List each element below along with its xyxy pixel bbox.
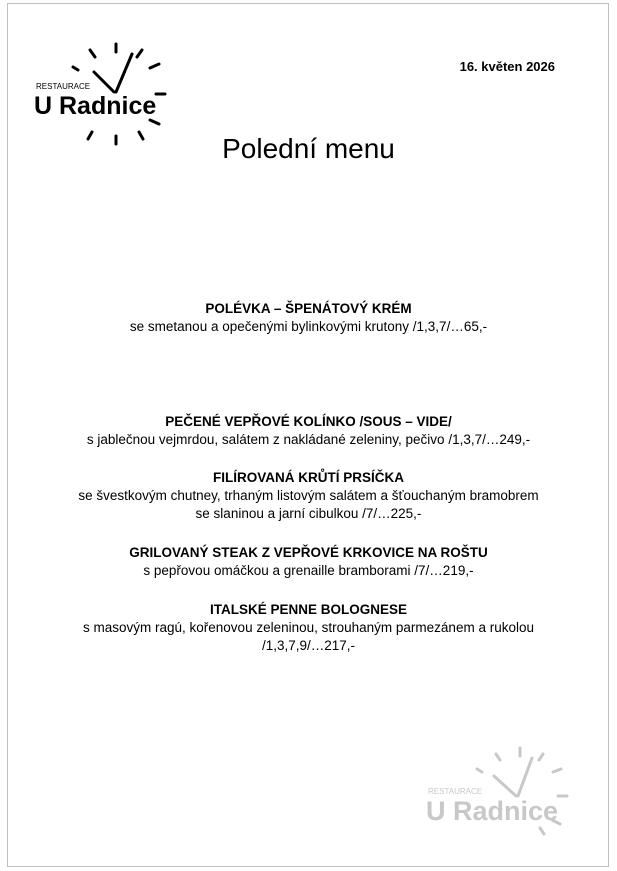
menu-item-description: s jablečnou vejmrdou, salátem z nakládané zeleniny, pečivo /1,3,7/…249,- [86,432,531,447]
svg-text:U Radnice: U Radnice [34,92,157,120]
menu-item [0,413,617,449]
menu-item-description: /1,3,7,9/…217,- [261,638,356,653]
menu-item-name: POLÉVKA – ŠPENÁTOVÝ KRÉM [205,301,412,316]
menu-item-name: ITALSKÉ PENNE BOLOGNESE [209,602,408,617]
svg-text:RESTAURACE: RESTAURACE [428,787,483,796]
menu-item-description: s masovým ragú, kořenovou zeleninou, strouhaným parmezánem a rukolou [83,620,534,635]
menu-item [0,300,617,336]
restaurant-logo-watermark [422,744,582,840]
page-title: Polední menu [222,133,395,164]
menu-item-name: PEČENÉ VEPŘOVÉ KOLÍNKO /SOUS – VIDE/ [165,414,452,429]
menu-item-description: se slaninou a jarní cibulkou /7/…225,- [195,506,422,521]
menu-date: 16. květen 2026 [459,59,555,74]
svg-text:RESTAURACE: RESTAURACE [36,82,91,91]
menu-item-description: se švestkovým chutney, trhaným listovým salátem a šťouchaným bramobrem [78,488,539,503]
menu-item [0,469,617,523]
svg-text:U Radnice: U Radnice [426,796,559,826]
menu-item [0,601,617,655]
menu-item-name: FILÍROVANÁ KRŮTÍ PRSÍČKA [213,470,404,485]
menu-item-name: GRILOVANÝ STEAK Z VEPŘOVÉ KRKOVICE NA ROŠTU [129,545,488,560]
menu-item-description: s pepřovou omáčkou a grenaille bramborami /7/…219,- [143,563,474,578]
clock-icon [422,744,582,840]
menu-item [0,544,617,580]
menu-item-description: se smetanou a opečenými bylinkovými krutony /1,3,7/…65,- [129,319,488,334]
